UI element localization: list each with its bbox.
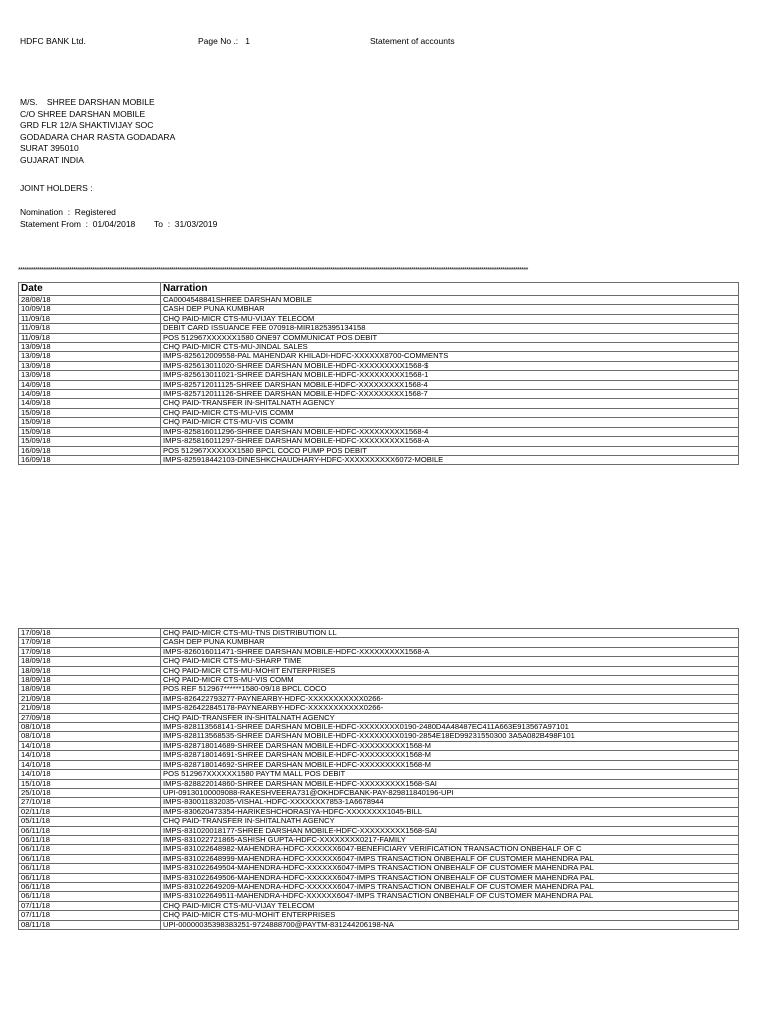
transaction-narration: IMPS-831022721865-ASHISH GUPTA-HDFC-XXXXXXXX0217-FAMILY	[161, 835, 739, 844]
transaction-date: 06/11/18	[19, 882, 161, 891]
table-row	[19, 864, 739, 873]
transaction-narration: DEBIT CARD ISSUANCE FEE 070918-MIR1825395134158	[161, 324, 739, 333]
transaction-date: 06/11/18	[19, 854, 161, 863]
transaction-narration: IMPS-831022649506-MAHENDRA-HDFC-XXXXXX6047-IMPS TRANSACTION ONBEHALF OF CUSTOMER MAHENDRA PAL	[161, 873, 739, 882]
transaction-date: 13/09/18	[19, 361, 161, 370]
transaction-narration: CA0004548841SHREE DARSHAN MOBILE	[161, 296, 739, 305]
nomination-status: Nomination : Registered	[20, 207, 116, 217]
table-row	[19, 352, 739, 361]
table-row	[19, 371, 739, 380]
transactions-table	[18, 282, 739, 465]
transaction-narration: IMPS-825613011020-SHREE DARSHAN MOBILE-HDFC-XXXXXXXXX1568-$	[161, 361, 739, 370]
table-row	[19, 911, 739, 920]
table-row	[19, 713, 739, 722]
transaction-date: 28/08/18	[19, 296, 161, 305]
transaction-narration: CHQ PAID-MICR CTS-MU-SHARP TIME	[161, 657, 739, 666]
transaction-narration: IMPS-828113568535-SHREE DARSHAN MOBILE-HDFC-XXXXXXXX0190-2854E18ED99231550300 3A5A082B498F101	[161, 732, 739, 741]
transaction-date: 08/10/18	[19, 732, 161, 741]
transaction-narration: IMPS-831022649511-MAHENDRA-HDFC-XXXXXX6047-IMPS TRANSACTION ONBEHALF OF CUSTOMER MAHENDRA PAL	[161, 892, 739, 901]
transaction-narration: CHQ PAID-TRANSFER IN-SHITALNATH AGENCY	[161, 399, 739, 408]
transaction-narration: CHQ PAID-MICR CTS-MU-TNS DISTRIBUTION LL	[161, 629, 739, 638]
transaction-date: 06/11/18	[19, 835, 161, 844]
table-row	[19, 676, 739, 685]
transaction-date: 14/10/18	[19, 751, 161, 760]
table-header-row	[19, 283, 739, 296]
transaction-date: 15/10/18	[19, 779, 161, 788]
transaction-date: 15/09/18	[19, 418, 161, 427]
transaction-narration: CHQ PAID-MICR CTS-MU-VIJAY TELECOM	[161, 901, 739, 910]
table-row	[19, 390, 739, 399]
table-row	[19, 638, 739, 647]
table-row	[19, 807, 739, 816]
transaction-date: 27/09/18	[19, 713, 161, 722]
transaction-narration: IMPS-826422793277-PAYNEARBY-HDFC-XXXXXXXXXXX0266-	[161, 694, 739, 703]
transaction-date: 10/09/18	[19, 305, 161, 314]
table-row	[19, 657, 739, 666]
table-row	[19, 380, 739, 389]
transaction-narration: POS 512967XXXXXX1580 PAYTM MALL POS DEBIT	[161, 770, 739, 779]
table-row	[19, 685, 739, 694]
transaction-date: 15/09/18	[19, 437, 161, 446]
nomination-block	[20, 207, 217, 230]
table-row	[19, 817, 739, 826]
transaction-date: 14/09/18	[19, 380, 161, 389]
customer-address	[20, 97, 175, 166]
transaction-narration: CHQ PAID-MICR CTS-MU-VIS COMM	[161, 408, 739, 417]
transaction-narration: IMPS-831020018177-SHREE DARSHAN MOBILE-HDFC-XXXXXXXXX1568-SAI	[161, 826, 739, 835]
transaction-date: 18/09/18	[19, 676, 161, 685]
table-row	[19, 770, 739, 779]
transaction-date: 16/09/18	[19, 446, 161, 455]
table-row	[19, 835, 739, 844]
transaction-date: 13/09/18	[19, 371, 161, 380]
table-row	[19, 446, 739, 455]
narration-column-header: Narration	[161, 283, 739, 296]
table-row	[19, 455, 739, 464]
transaction-date: 15/09/18	[19, 427, 161, 436]
table-row	[19, 788, 739, 797]
table-row	[19, 324, 739, 333]
transaction-narration: POS REF 512967******1580-09/18 BPCL COCO	[161, 685, 739, 694]
transaction-date: 14/10/18	[19, 770, 161, 779]
table-row	[19, 760, 739, 769]
transaction-date: 13/09/18	[19, 352, 161, 361]
table-row	[19, 666, 739, 675]
transaction-narration: CHQ PAID-MICR CTS-MU-MOHIT ENTERPRISES	[161, 666, 739, 675]
table-row	[19, 694, 739, 703]
transaction-narration: UPI-00000035398383251-9724888700@PAYTM-831244206198-NA	[161, 920, 739, 929]
transaction-date: 18/09/18	[19, 657, 161, 666]
transaction-date: 07/11/18	[19, 911, 161, 920]
address-line: GODADARA CHAR RASTA GODADARA	[20, 131, 176, 142]
table-row	[19, 333, 739, 342]
transaction-narration: IMPS-828718014691-SHREE DARSHAN MOBILE-HDFC-XXXXXXXXX1568-M	[161, 751, 739, 760]
transaction-narration: CHQ PAID-TRANSFER IN-SHITALNATH AGENCY	[161, 817, 739, 826]
table-row	[19, 751, 739, 760]
transaction-narration: IMPS-825816011297-SHREE DARSHAN MOBILE-HDFC-XXXXXXXXX1568-A	[161, 437, 739, 446]
transaction-date: 13/09/18	[19, 343, 161, 352]
transaction-date: 11/09/18	[19, 314, 161, 323]
transaction-narration: CHQ PAID-MICR CTS-MU-VIS COMM	[161, 418, 739, 427]
transaction-date: 06/11/18	[19, 892, 161, 901]
table-row	[19, 723, 739, 732]
transaction-narration: IMPS-830011832035-VISHAL-HDFC-XXXXXXX7853-1A6678944	[161, 798, 739, 807]
transaction-narration: IMPS-825712011125-SHREE DARSHAN MOBILE-HDFC-XXXXXXXXX1568-4	[161, 380, 739, 389]
transaction-date: 11/09/18	[19, 333, 161, 342]
table-row	[19, 882, 739, 891]
address-line: C/O SHREE DARSHAN MOBILE	[20, 108, 146, 119]
table-row	[19, 629, 739, 638]
page-number: Page No .: 1	[198, 36, 250, 46]
transaction-narration: IMPS-828822014860-SHREE DARSHAN MOBILE-HDFC-XXXXXXXXX1568-SAI	[161, 779, 739, 788]
transaction-date: 21/09/18	[19, 694, 161, 703]
separator-line: ************************************************************************************************************************************************************************************************************************************************	[18, 267, 528, 274]
table-row	[19, 854, 739, 863]
transaction-narration: CHQ PAID-MICR CTS-MU-JINDAL SALES	[161, 343, 739, 352]
table-row	[19, 798, 739, 807]
table-row	[19, 314, 739, 323]
transaction-narration: IMPS-830620473354-HARIKESHCHORASIYA-HDFC-XXXXXXXX1045-BILL	[161, 807, 739, 816]
transaction-date: 18/09/18	[19, 666, 161, 675]
transaction-narration: CHQ PAID-MICR CTS-MU-MOHIT ENTERPRISES	[161, 911, 739, 920]
transaction-date: 08/10/18	[19, 723, 161, 732]
table-row	[19, 418, 739, 427]
transaction-narration: CHQ PAID-MICR CTS-MU-VIS COMM	[161, 676, 739, 685]
table-row	[19, 845, 739, 854]
table-row	[19, 399, 739, 408]
transaction-narration: IMPS-826422845178-PAYNEARBY-HDFC-XXXXXXXXXXX0266-	[161, 704, 739, 713]
transaction-date: 06/11/18	[19, 845, 161, 854]
transaction-narration: CHQ PAID-TRANSFER IN-SHITALNATH AGENCY	[161, 713, 739, 722]
transaction-narration: IMPS-825816011296-SHREE DARSHAN MOBILE-HDFC-XXXXXXXXX1568-4	[161, 427, 739, 436]
transaction-narration: IMPS-828718014692-SHREE DARSHAN MOBILE-HDFC-XXXXXXXXX1568-M	[161, 760, 739, 769]
table-row	[19, 826, 739, 835]
transaction-narration: IMPS-831022649209-MAHENDRA-HDFC-XXXXXX6047-IMPS TRANSACTION ONBEHALF OF CUSTOMER MAHENDRA PAL	[161, 882, 739, 891]
table-row	[19, 741, 739, 750]
transaction-date: 27/10/18	[19, 798, 161, 807]
transaction-date: 16/09/18	[19, 455, 161, 464]
transaction-date: 25/10/18	[19, 788, 161, 797]
transaction-date: 17/09/18	[19, 647, 161, 656]
table-row	[19, 427, 739, 436]
address-line: GRD FLR 12/A SHAKTIVIJAY SOC	[20, 120, 154, 130]
transaction-date: 14/09/18	[19, 390, 161, 399]
transaction-date: 14/10/18	[19, 760, 161, 769]
transaction-narration: IMPS-825612009558-PAL MAHENDAR KHILADI-HDFC-XXXXXX8700-COMMENTS	[161, 352, 739, 361]
transaction-date: 14/09/18	[19, 399, 161, 408]
statement-title: Statement of accounts	[370, 36, 455, 46]
bank-name: HDFC BANK Ltd.	[20, 36, 86, 46]
table-row	[19, 892, 739, 901]
transaction-date: 06/11/18	[19, 864, 161, 873]
address-line: M/S. SHREE DARSHAN MOBILE	[20, 97, 155, 107]
table-row	[19, 361, 739, 370]
table-row	[19, 873, 739, 882]
transaction-narration: IMPS-831022649504-MAHENDRA-HDFC-XXXXXX6047-IMPS TRANSACTION ONBEHALF OF CUSTOMER MAHENDRA PAL	[161, 864, 739, 873]
table-row	[19, 920, 739, 929]
table-row	[19, 732, 739, 741]
table-row	[19, 296, 739, 305]
table-row	[19, 437, 739, 446]
transaction-narration: UPI-09130100009088-RAKESHVEERA731@OKHDFCBANK-PAY-829811840196-UPI	[161, 788, 739, 797]
transaction-narration: IMPS-831022648999-MAHENDRA-HDFC-XXXXXX6047-IMPS TRANSACTION ONBEHALF OF CUSTOMER MAHENDRA PAL	[161, 854, 739, 863]
transaction-narration: CASH DEP PUNA KUMBHAR	[161, 305, 739, 314]
table-row	[19, 704, 739, 713]
transaction-narration: CHQ PAID-MICR CTS-MU-VIJAY TELECOM	[161, 314, 739, 323]
table-row	[19, 408, 739, 417]
table-row	[19, 305, 739, 314]
transaction-narration: POS 512967XXXXXX1580 ONE97 COMMUNICAT POS DEBIT	[161, 333, 739, 342]
transaction-narration: IMPS-825712011126-SHREE DARSHAN MOBILE-HDFC-XXXXXXXXX1568-7	[161, 390, 739, 399]
transaction-date: 18/09/18	[19, 685, 161, 694]
transaction-narration: POS 512967XXXXXX1580 BPCL COCO PUMP POS DEBIT	[161, 446, 739, 455]
joint-holders: JOINT HOLDERS :	[20, 183, 93, 193]
transaction-date: 06/11/18	[19, 873, 161, 882]
table-row	[19, 779, 739, 788]
table-row	[19, 343, 739, 352]
transaction-date: 02/11/18	[19, 807, 161, 816]
transaction-narration: IMPS-825613011021-SHREE DARSHAN MOBILE-HDFC-XXXXXXXXX1568-1	[161, 371, 739, 380]
statement-period: Statement From : 01/04/2018 To : 31/03/2019	[20, 218, 218, 229]
transaction-date: 07/11/18	[19, 901, 161, 910]
transaction-date: 17/09/18	[19, 638, 161, 647]
transaction-narration: IMPS-828718014689-SHREE DARSHAN MOBILE-HDFC-XXXXXXXXX1568-M	[161, 741, 739, 750]
transaction-date: 11/09/18	[19, 324, 161, 333]
date-column-header: Date	[19, 283, 161, 296]
transaction-date: 21/09/18	[19, 704, 161, 713]
transaction-date: 17/09/18	[19, 629, 161, 638]
transaction-narration: IMPS-831022648982-MAHENDRA-HDFC-XXXXXX6047-BENEFICIARY VERIFICATION TRANSACTION ONBEHALF OF C	[161, 845, 739, 854]
transactions-table-continued	[18, 628, 739, 930]
transaction-narration: CASH DEP PUNA KUMBHAR	[161, 638, 739, 647]
table-row	[19, 901, 739, 910]
transaction-date: 05/11/18	[19, 817, 161, 826]
table-row	[19, 647, 739, 656]
transaction-narration: IMPS-826016011471-SHREE DARSHAN MOBILE-HDFC-XXXXXXXXX1568-A	[161, 647, 739, 656]
transaction-date: 14/10/18	[19, 741, 161, 750]
transaction-date: 06/11/18	[19, 826, 161, 835]
transaction-narration: IMPS-828113568141-SHREE DARSHAN MOBILE-HDFC-XXXXXXXX0190-2480D4A48487EC411A663E913567A97101	[161, 723, 739, 732]
address-line: SURAT 395010	[20, 143, 79, 153]
transaction-narration: IMPS-825918442103-DINESHKCHAUDHARY-HDFC-XXXXXXXXXX6072-MOBILE	[161, 455, 739, 464]
address-line: GUJARAT INDIA	[20, 154, 84, 165]
transaction-date: 15/09/18	[19, 408, 161, 417]
transaction-date: 08/11/18	[19, 920, 161, 929]
